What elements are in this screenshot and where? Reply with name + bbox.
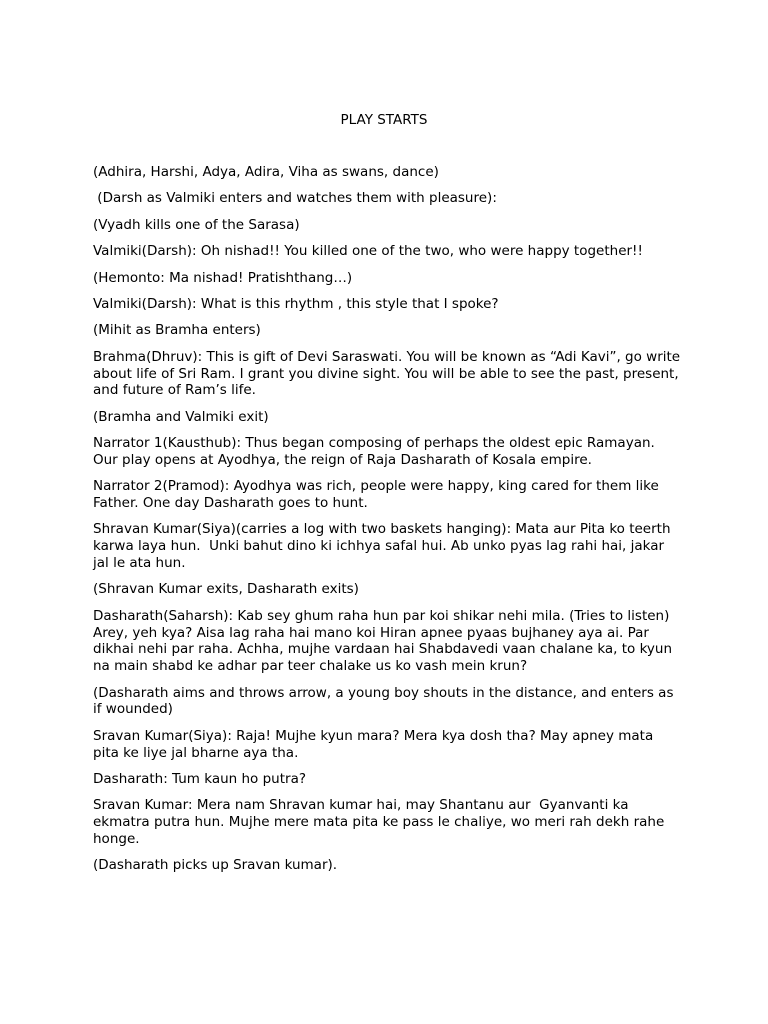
paragraph: Valmiki(Darsh): What is this rhythm , this style that I spoke? bbox=[93, 295, 499, 312]
paragraph: Narrator 2(Pramod): Ayodhya was rich, people were happy, king cared for them like Father. One day Dasharath goes to hunt. bbox=[93, 478, 659, 512]
paragraph: (Adhira, Harshi, Adya, Adira, Viha as swans, dance) bbox=[93, 164, 439, 180]
paragraph: (Mihit as Bramha enters) bbox=[93, 322, 261, 339]
script-body bbox=[93, 164, 683, 884]
page-title: PLAY STARTS bbox=[340, 112, 428, 128]
paragraph: (Hemonto: Ma nishad! Pratishthang…) bbox=[93, 269, 353, 286]
paragraph: Brahma(Dhruv): This is gift of Devi Saraswati. You will be known as “Adi Kavi”, go write about life of Sri Ram. I grant you divine sight. You will be able to see the past, present, and future of Ram’s life. bbox=[93, 348, 681, 399]
paragraph: (Dasharath aims and throws arrow, a young boy shouts in the distance, and enters as if wounded) bbox=[93, 684, 674, 718]
paragraph: Sravan Kumar: Mera nam Shravan kumar hai, may Shantanu aur Gyanvanti ka ekmatra putra hun. Mujhe mere mata pita ke pass le chaliye, wo meri rah dekh rahe honge. bbox=[93, 797, 669, 847]
paragraph: (Vyadh kills one of the Sarasa) bbox=[93, 216, 300, 233]
paragraph: (Bramha and Valmiki exit) bbox=[93, 408, 269, 425]
paragraph: Dasharath(Saharsh): Kab sey ghum raha hun par koi shikar nehi mila. (Tries to listen) Arey, yeh kya? Aisa lag raha hai mano koi Hiran apnee pyaas bujhaney aya ai. Par dikhai nehi par raha. Achha, mujhe vardaan hai Shabdavedi vaan chalane ka, to kyun na main shabd ke adhar par teer chalake us ko vash mein krun? bbox=[93, 607, 673, 675]
paragraph: Narrator 1(Kausthub): Thus began composing of perhaps the oldest epic Ramayan. Our play opens at Ayodhya, the reign of Raja Dasharath of Kosala empire. bbox=[93, 435, 655, 468]
paragraph: (Darsh as Valmiki enters and watches them with pleasure): bbox=[93, 190, 497, 207]
paragraph: Valmiki(Darsh): Oh nishad!! You killed one of the two, who were happy together!! bbox=[93, 243, 643, 260]
paragraph: (Shravan Kumar exits, Dasharath exits) bbox=[93, 581, 359, 598]
paragraph: Shravan Kumar(Siya)(carries a log with two baskets hanging): Mata aur Pita ko teerth karwa laya hun. Unki bahut dino ki ichhya safal hui. Ab unko pyas lag rahi hai, jakar jal le ata hun. bbox=[93, 521, 675, 572]
paragraph: Sravan Kumar(Siya): Raja! Mujhe kyun mara? Mera kya dosh tha? May apney mata pita ke liye jal bharne aya tha. bbox=[93, 727, 654, 761]
paragraph: Dasharath: Tum kaun ho putra? bbox=[93, 771, 307, 788]
paragraph: (Dasharath picks up Sravan kumar). bbox=[93, 857, 338, 874]
